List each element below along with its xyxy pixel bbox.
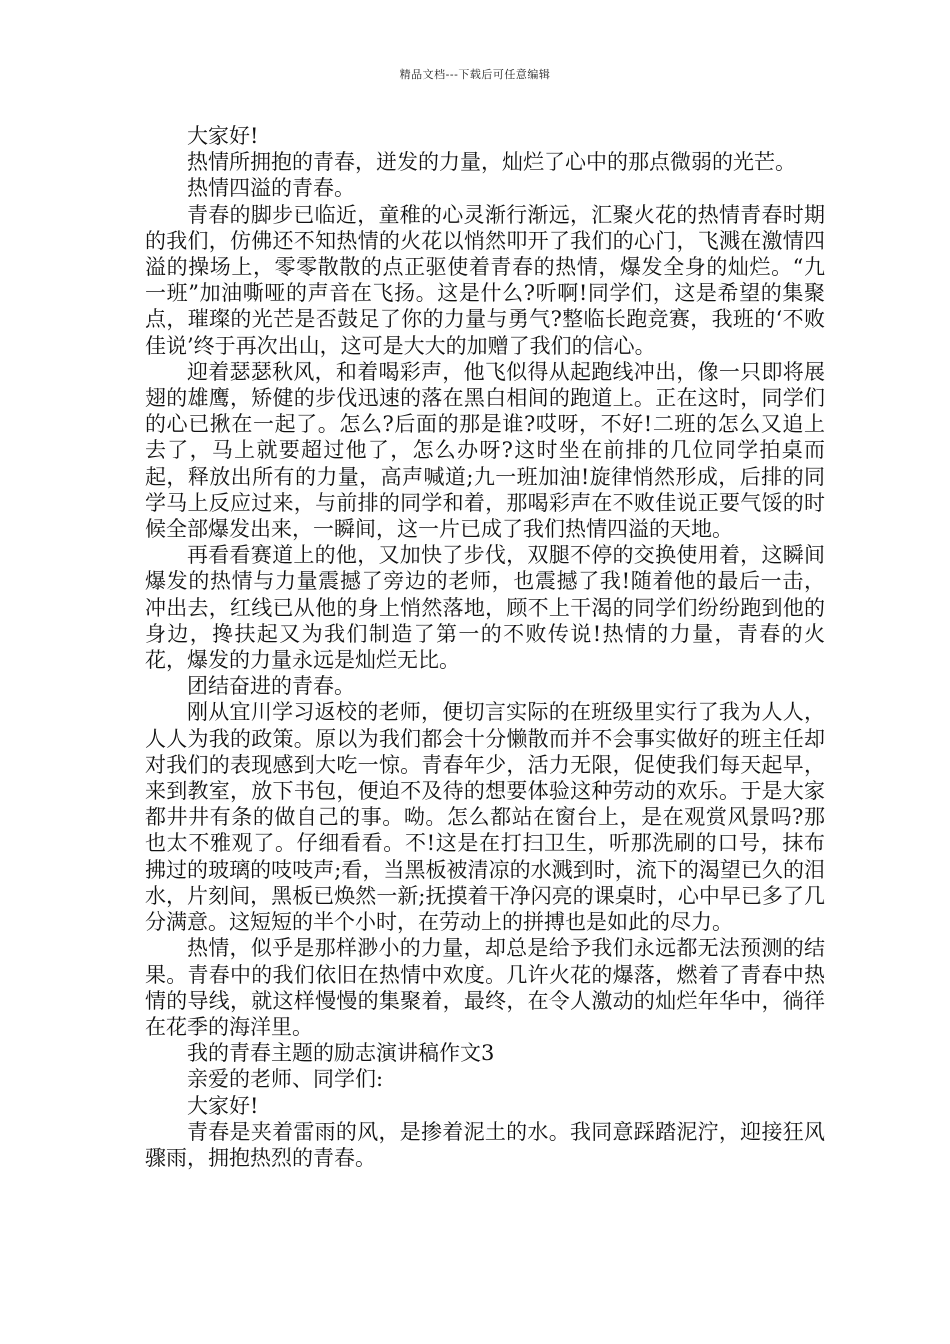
paragraph: 青春的脚步已临近，童稚的心灵渐行渐远，汇聚火花的热情青春时期的我们，仿佛还不知热情的火花以悄然叩开了我们的心门，飞溅在激情四溢的操场上，零零散散的点正驱使着青春的热情，爆发全身的灿烂。“九一班”加油嘶哑的声音在飞扬。这是什么?听啊!同学们，这是希望的集聚点，璀璨的光芒是否鼓足了你的力量与勇气?整临长跑竞赛，我班的‘不败佳说’终于再次出山，这可是大大的加赠了我们的信心。	[145, 202, 825, 358]
document-body	[145, 123, 825, 1171]
paragraph: 迎着瑟瑟秋风，和着喝彩声，他飞似得从起跑线冲出，像一只即将展翅的雄鹰，矫健的步伐迅速的落在黑白相间的跑道上。正在这时，同学们的心已揪在一起了。怎么?后面的那是谁?哎呀，不好!二班的怎么又追上去了，马上就要超过他了，怎么办呀?这时坐在前排的几位同学拍桌而起，释放出所有的力量，高声喊道;九一班加油!旋律悄然形成，后排的同学马上反应过来，与前排的同学和着，那喝彩声在不败佳说正要气馁的时候全部爆发出来，一瞬间，这一片已成了我们热情四溢的天地。	[145, 359, 825, 542]
essay-title: 我的青春主题的励志演讲稿作文3	[187, 1041, 495, 1066]
paragraph: 刚从宜川学习返校的老师，便切言实际的在班级里实行了我为人人，人人为我的政策。原以为我们都会十分懒散而并不会事实做好的班主任却对我们的表现感到大吃一惊。青春年少，活力无限，促使我们每天起早，来到教室，放下书包，便迫不及待的想要体验这种劳动的欢乐。于是大家都井井有条的做自己的事。呦。怎么都站在窗台上，是在观赏风景吗?那也太不雅观了。仔细看看。不!这是在打扫卫生，听那洗刷的口号，抹布拂过的玻璃的吱吱声;看，当黑板被清凉的水溅到时，流下的渴望已久的泪水，片刻间，黑板已焕然一新;抚摸着干净闪亮的课桌时，心中早已多了几分满意。这短短的半个小时，在劳动上的拼搏也是如此的尽力。	[145, 700, 825, 935]
paragraph-intro: 热情所拥抱的青春，迸发的力量，灿烂了心中的那点微弱的光芒。	[187, 150, 796, 175]
section-heading-unity: 团结奋进的青春。	[187, 674, 355, 699]
paragraph: 热情，似乎是那样渺小的力量，却总是给予我们永远都无法预测的结果。青春中的我们依旧在热情中欢度。几许火花的爆落，燃着了青春中热情的导线，就这样慢慢的集聚着，最终，在令人激动的灿烂年华中，徜徉在花季的海洋里。	[145, 936, 825, 1039]
salutation: 亲爱的老师、同学们:	[187, 1067, 384, 1092]
header-note: 精品文档---下载后可任意编辑	[399, 68, 551, 81]
paragraph-greeting: 大家好!	[187, 1093, 259, 1118]
paragraph: 再看看赛道上的他，又加快了步伐，双腿不停的交换使用着，这瞬间爆发的热情与力量震撼了旁边的老师，也震撼了我!随着他的最后一击，冲出去，红线已从他的身上悄然落地，顾不上干渴的同学们纷纷跑到他的身边，搀扶起又为我们制造了第一的不败传说!热情的力量，青春的火花，爆发的力量永远是灿烂无比。	[145, 543, 825, 673]
paragraph: 青春是夹着雷雨的风，是掺着泥土的水。我同意踩踏泥泞，迎接狂风骤雨，拥抱热烈的青春。	[145, 1119, 825, 1170]
section-heading-passion: 热情四溢的青春。	[187, 176, 355, 201]
paragraph-greeting: 大家好!	[187, 124, 259, 148]
